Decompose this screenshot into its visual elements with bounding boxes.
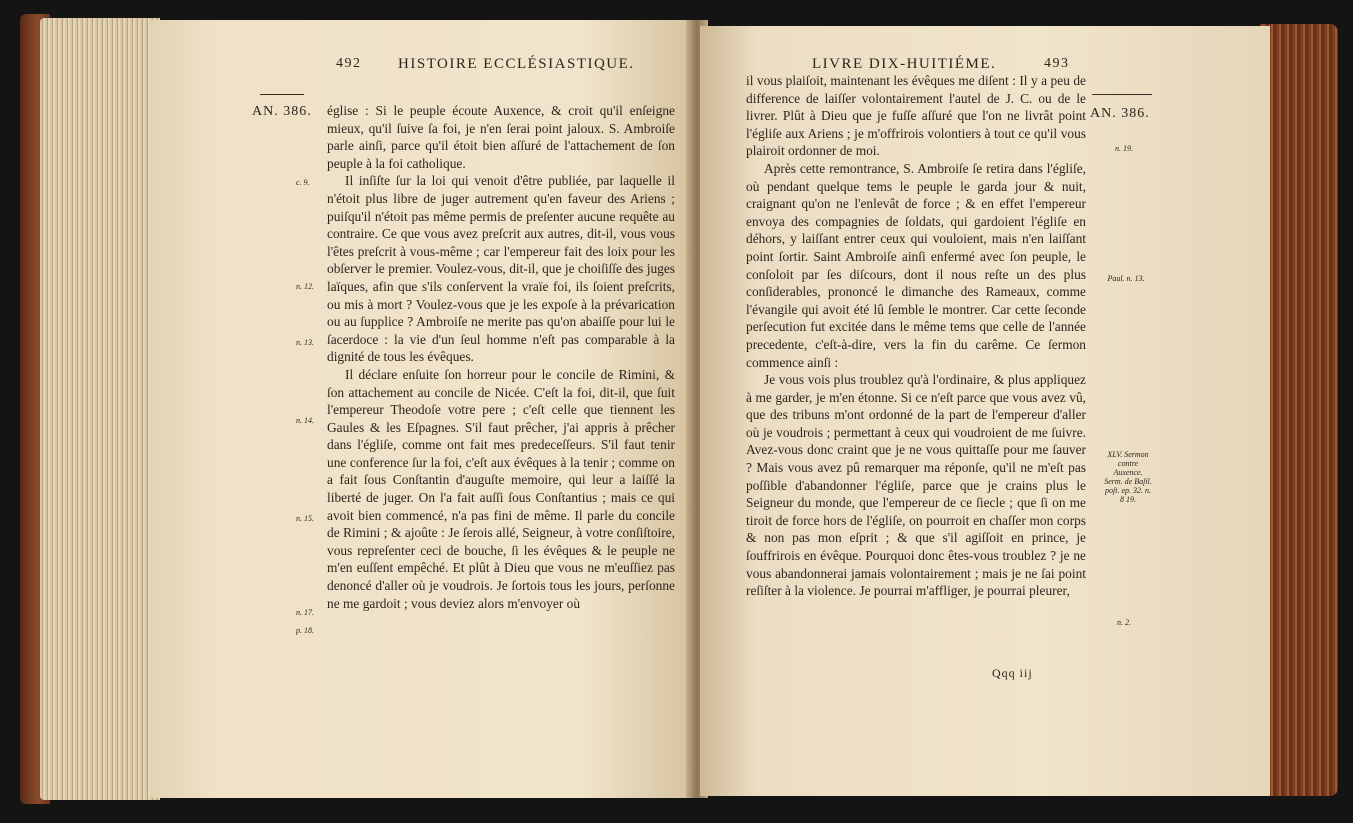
right-running-head: LIVRE DIX-HUITIÉME. bbox=[812, 56, 997, 72]
right-paragraph: Après cette remontrance, S. Ambroiſe ſe retira dans l'égliſe, où pendant quelque tems le peuple le garda jour & nuit, craignant qu'on ne l'enlevât de force ; & en effet l'empereur envoya des compagnies de ſoldats, qui gardoient l'égliſe en déhors, y laiſſant entrer ceux qui vouloient, mais n'en laiſſant point ſortir. Saint Ambroiſe ainſi enfermé avec ſon peuple, le conſoloit par ſes diſcours, dont il nous reſte un des plus conſiderables, prononcé le dimanche des Rameaux, comme l'évangile qui avoit été lû ſemble le montrer. Car cette ſeconde perſecution fut excitée dans le même tems que celle de l'année precedente, c'eſt-à-dire, vers la fin du carême. Ce ſermon commence ainſi : bbox=[746, 160, 1086, 370]
right-paragraph: il vous plaiſoit, maintenant les évêques me diſent : Il y a peu de difference de laiſſer volontairement l'autel de J. C. ou de le livrer. Plût à Dieu que je fuſſe aſſuré que l'on ne livrât point l'égliſe aux Ariens ; je m'offrirois volontiers à tout ce qu'il vous plairoit ordonner de moi. bbox=[746, 73, 1086, 159]
left-page bbox=[150, 20, 690, 798]
left-margin-note: n. 14. bbox=[296, 416, 314, 425]
left-running-head: HISTOIRE ECCLÉSIASTIQUE. bbox=[398, 56, 635, 72]
left-year-rule bbox=[260, 94, 304, 95]
left-paragraph: Il déclare enſuite ſon horreur pour le concile de Rimini, & ſon attachement au concile de Nicée. C'eſt la foi, dit-il, que ſuit l'empereur Theodoſe votre pere ; c'eſt celle que tiennent les Gaules & les Eſpagnes. S'il faut prêcher, j'ai appris à prêcher dans l'égliſe, comme ont fait mes predeceſſeurs. S'il faut tenir une conference ſur la foi, c'eſt aux évêques à la tenir ; comme on a fait ſous Conſtantin d'auguſte memoire, qui leur a laiſſé la liberté de juger. On l'a fait auſſi ſous Conſtantius ; mais ce qui avoit bien commencé, n'a pas fini de même. Il parle du concile de Rimini ; & ajoûte : Je ſerois allé, Seigneur, à votre conſiſtoire, vous repreſenter ceci de bouche, ſi les évêques & le peuple ne m'en euſſent empêché. Et plût à Dieu que vous ne m'euſſiez pas denoncé d'aller où je voudrois. Je ſortois tous les jours, perſonne ne me gardoit ; vous deviez alors m'envoyer où bbox=[327, 366, 675, 611]
right-margin-note: XLV. Sermon contre Auxence. Serm. de Baſil. poſt. ep. 32. n. 8 19. bbox=[1104, 450, 1152, 504]
right-text-block bbox=[746, 72, 1086, 600]
left-margin-note: c. 9. bbox=[296, 178, 310, 187]
right-page bbox=[700, 26, 1270, 796]
left-margin-note: n. 13. bbox=[296, 338, 314, 347]
right-paragraph: Je vous vois plus troublez qu'à l'ordinaire, & plus appliquez à me garder, je m'en étonne. Si ce n'eſt parce que vous avez vû, que des tribuns m'ont ordonné de la part de l'empereur d'aller où je voudrois ; permettant à ceux qui voudroient de me ſuivre. Avez-vous donc craint que je ne vous quittaſſe pour me ſauver ? Mais vous avez pû remarquer ma réponſe, qu'il ne m'eſt pas poſſible d'abandonner l'égliſe, parce que je crains plus le Seigneur du monde, que l'empereur de ce ſiecle ; que ſi on me tiroit de force hors de l'égliſe, on pourroit en chaſſer mon corps & non pas mon eſprit ; & que s'il agiſſoit en prince, je ſouffrirois en évêque. Pourquoi donc êtes-vous troublez ? je ne vous abandonnerai jamais volontairement ; mais je ne ſai point reſiſter à la violence. Je pourrai m'affliger, je pourrai pleurer, bbox=[746, 372, 1086, 599]
right-margin-note: Paul. n. 13. bbox=[1107, 274, 1145, 283]
left-margin-note: n. 15. bbox=[296, 514, 314, 523]
left-margin-note: n. 17. bbox=[296, 608, 314, 617]
signature-mark: Qqq iij bbox=[992, 666, 1033, 680]
right-year-rule bbox=[1092, 94, 1152, 95]
right-page-number: 493 bbox=[1044, 56, 1070, 71]
left-margin-note: n. 12. bbox=[296, 282, 314, 291]
page-edges-right bbox=[1260, 24, 1338, 796]
left-paragraph: Il inſiſte ſur la loi qui venoit d'être publiée, par laquelle il n'étoit plus libre de juger autrement qu'en faveur des Ariens ; puiſqu'il n'étoit pas même permis de preſenter aucune requête au contraire. Ce que vous avez preſcrit aux autres, dit-il, vous vous l'êtes preſcrit à vous-même ; car l'empereur fait des loix pour les obſerver le premier. Voulez-vous, dit-il, que je choiſiſſe des juges laïques, afin que s'ils conſervent la vraïe foi, ils ſoient preſcrits, ou mis à mort ? Voulez-vous que je les expoſe à la prévarication ou au ſupplice ? Ambroiſe ne merite pas qu'on abaiſſe pour lui le ſacerdoce : la vie d'un ſeul homme n'eſt pas comparable à la dignité de tous les évêques. bbox=[327, 173, 675, 365]
left-text-block bbox=[327, 102, 675, 612]
right-margin-note: n. 2. bbox=[1117, 618, 1131, 627]
left-paragraph: église : Si le peuple écoute Auxence, & croit qu'il enſeigne mieux, qu'il ſuive ſa foi, je n'en ſerai point jaloux. S. Ambroiſe parle ainſi, parce qu'il étoit bien aſſuré de l'attachement de ſon peuple à la foi catholique. bbox=[327, 103, 675, 171]
left-margin-note: p. 18. bbox=[296, 626, 314, 635]
right-margin-note: n. 19. bbox=[1115, 144, 1133, 153]
page-edges-left bbox=[40, 18, 160, 800]
left-page-number: 492 bbox=[336, 56, 362, 71]
right-year: AN. 386. bbox=[1090, 106, 1150, 121]
left-year: AN. 386. bbox=[252, 104, 312, 119]
